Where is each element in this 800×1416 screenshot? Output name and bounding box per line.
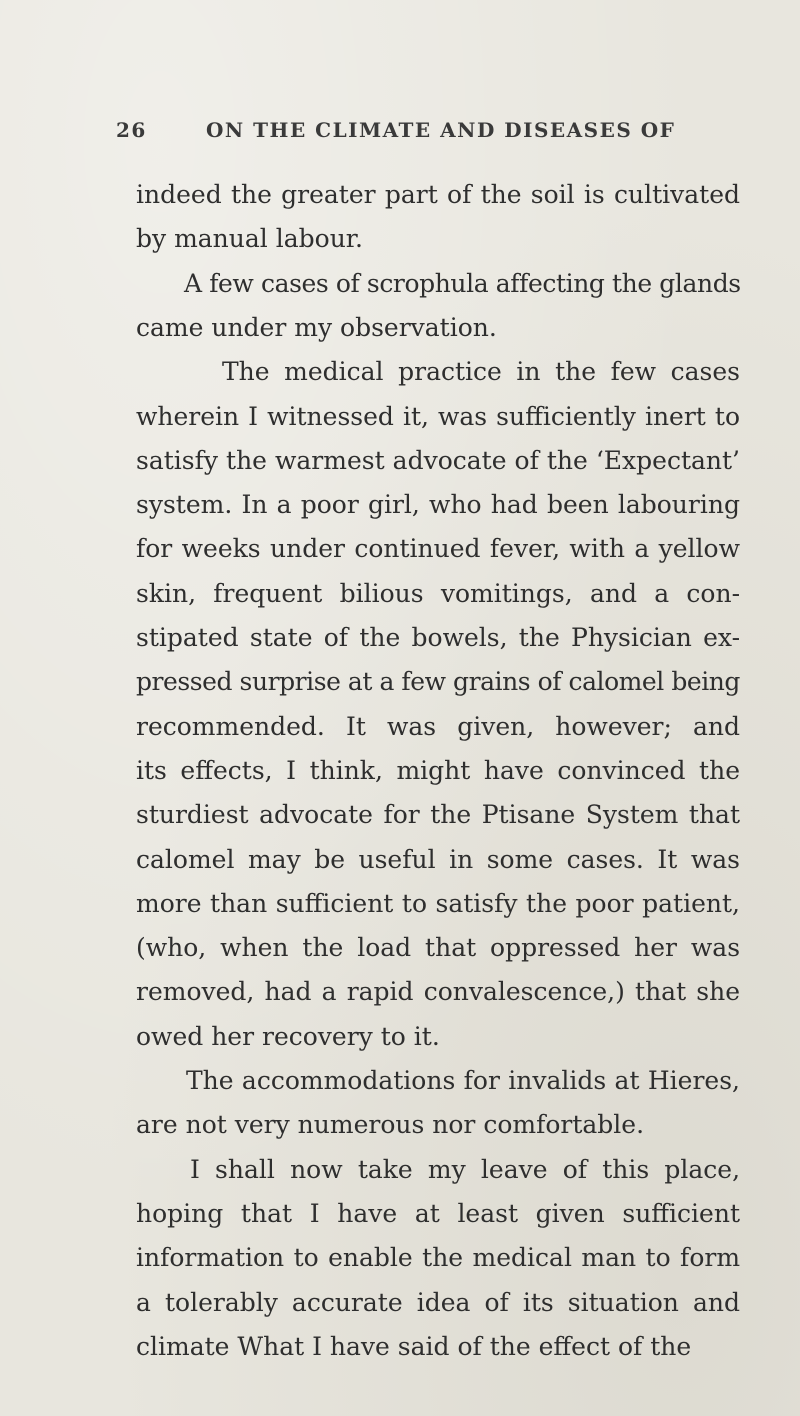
text-line: hoping that I have at least given sufficient: [136, 1198, 740, 1228]
running-head: [116, 118, 726, 148]
text-line: owed her recovery to it.: [136, 1021, 440, 1051]
text-line: wherein I witnessed it, was sufficiently inert to: [136, 401, 740, 431]
page-number: 26: [116, 118, 147, 142]
text-line: The medical practice in the few cases: [222, 357, 740, 387]
text-line: pressed surprise at a few grains of calomel being: [136, 667, 740, 697]
text-line: by manual labour.: [136, 224, 363, 254]
text-line: system. In a poor girl, who had been labouring: [136, 490, 740, 520]
text-line: climate What I have said of the effect of the: [136, 1331, 692, 1361]
text-line: more than sufficient to satisfy the poor patient,: [136, 888, 740, 918]
text-line: for weeks under continued fever, with a yellow: [136, 534, 741, 564]
text-line: calomel may be useful in some cases. It was: [136, 844, 740, 874]
text-line: recommended. It was given, however; and: [136, 711, 741, 741]
text-line: are not very numerous nor comfortable.: [136, 1110, 645, 1140]
text-line: information to enable the medical man to form: [136, 1243, 741, 1273]
text-line: came under my observation.: [136, 312, 497, 342]
text-line: A few cases of scrophula affecting the glands: [184, 268, 741, 298]
text-line: a tolerably accurate idea of its situation and: [136, 1287, 740, 1317]
text-line: The accommodations for invalids at Hieres,: [186, 1066, 740, 1095]
text-line: stipated state of the bowels, the Physician ex-: [136, 623, 741, 652]
text-line: I shall now take my leave of this place,: [190, 1154, 741, 1184]
text-line: sturdiest advocate for the Ptisane System that: [136, 800, 741, 830]
running-title: ON THE CLIMATE AND DISEASES OF: [206, 118, 676, 142]
text-line: satisfy the warmest advocate of the ‘Expectant’: [136, 445, 740, 475]
text-line: skin, frequent bilious vomitings, and a con-: [136, 578, 741, 608]
text-line: indeed the greater part of the soil is cultivated: [136, 180, 740, 209]
text-line: its effects, I think, might have convinced the: [136, 755, 740, 785]
text-line: removed, had a rapid convalescence,) that she: [136, 977, 740, 1007]
text-line: (who, when the load that oppressed her was: [136, 933, 741, 963]
